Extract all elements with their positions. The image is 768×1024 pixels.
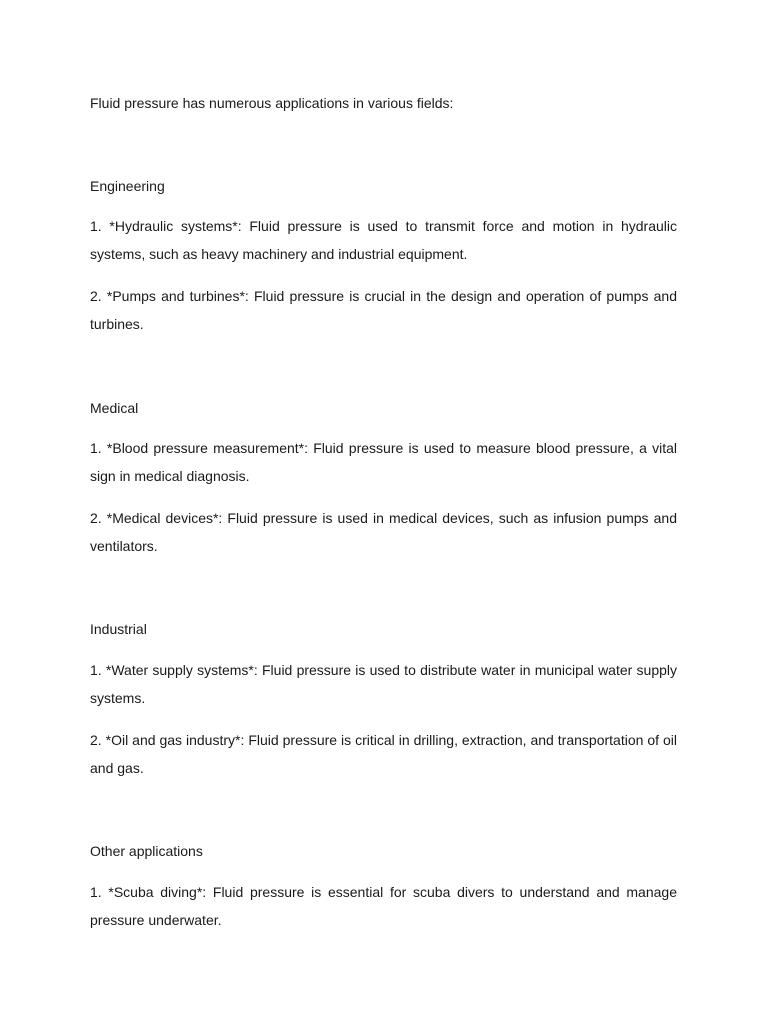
list-item: 1. *Hydraulic systems*: Fluid pressure is used to transmit force and motion in hydraulic systems, such as heavy machinery and industrial equipment.	[90, 218, 677, 262]
list-item: 2. *Pumps and turbines*: Fluid pressure is crucial in the design and operation of pumps and turbines.	[90, 288, 677, 332]
intro-paragraph: Fluid pressure has numerous applications in various fields:	[90, 95, 454, 111]
section-heading-engineering: Engineering	[90, 178, 165, 194]
list-item: 2. *Medical devices*: Fluid pressure is used in medical devices, such as infusion pumps and ventilators.	[90, 510, 677, 554]
list-item: 1. *Water supply systems*: Fluid pressure is used to distribute water in municipal water supply systems.	[90, 662, 677, 706]
section-heading-medical: Medical	[90, 400, 139, 416]
list-item: 1. *Scuba diving*: Fluid pressure is essential for scuba divers to understand and manage pressure underwater.	[90, 884, 677, 928]
list-item: 1. *Blood pressure measurement*: Fluid pressure is used to measure blood pressure, a vital sign in medical diagnosis.	[90, 440, 677, 484]
section-heading-other-applications: Other applications	[90, 843, 203, 859]
section-heading-industrial: Industrial	[90, 621, 147, 637]
list-item: 2. *Oil and gas industry*: Fluid pressure is critical in drilling, extraction, and transportation of oil and gas.	[90, 732, 677, 776]
